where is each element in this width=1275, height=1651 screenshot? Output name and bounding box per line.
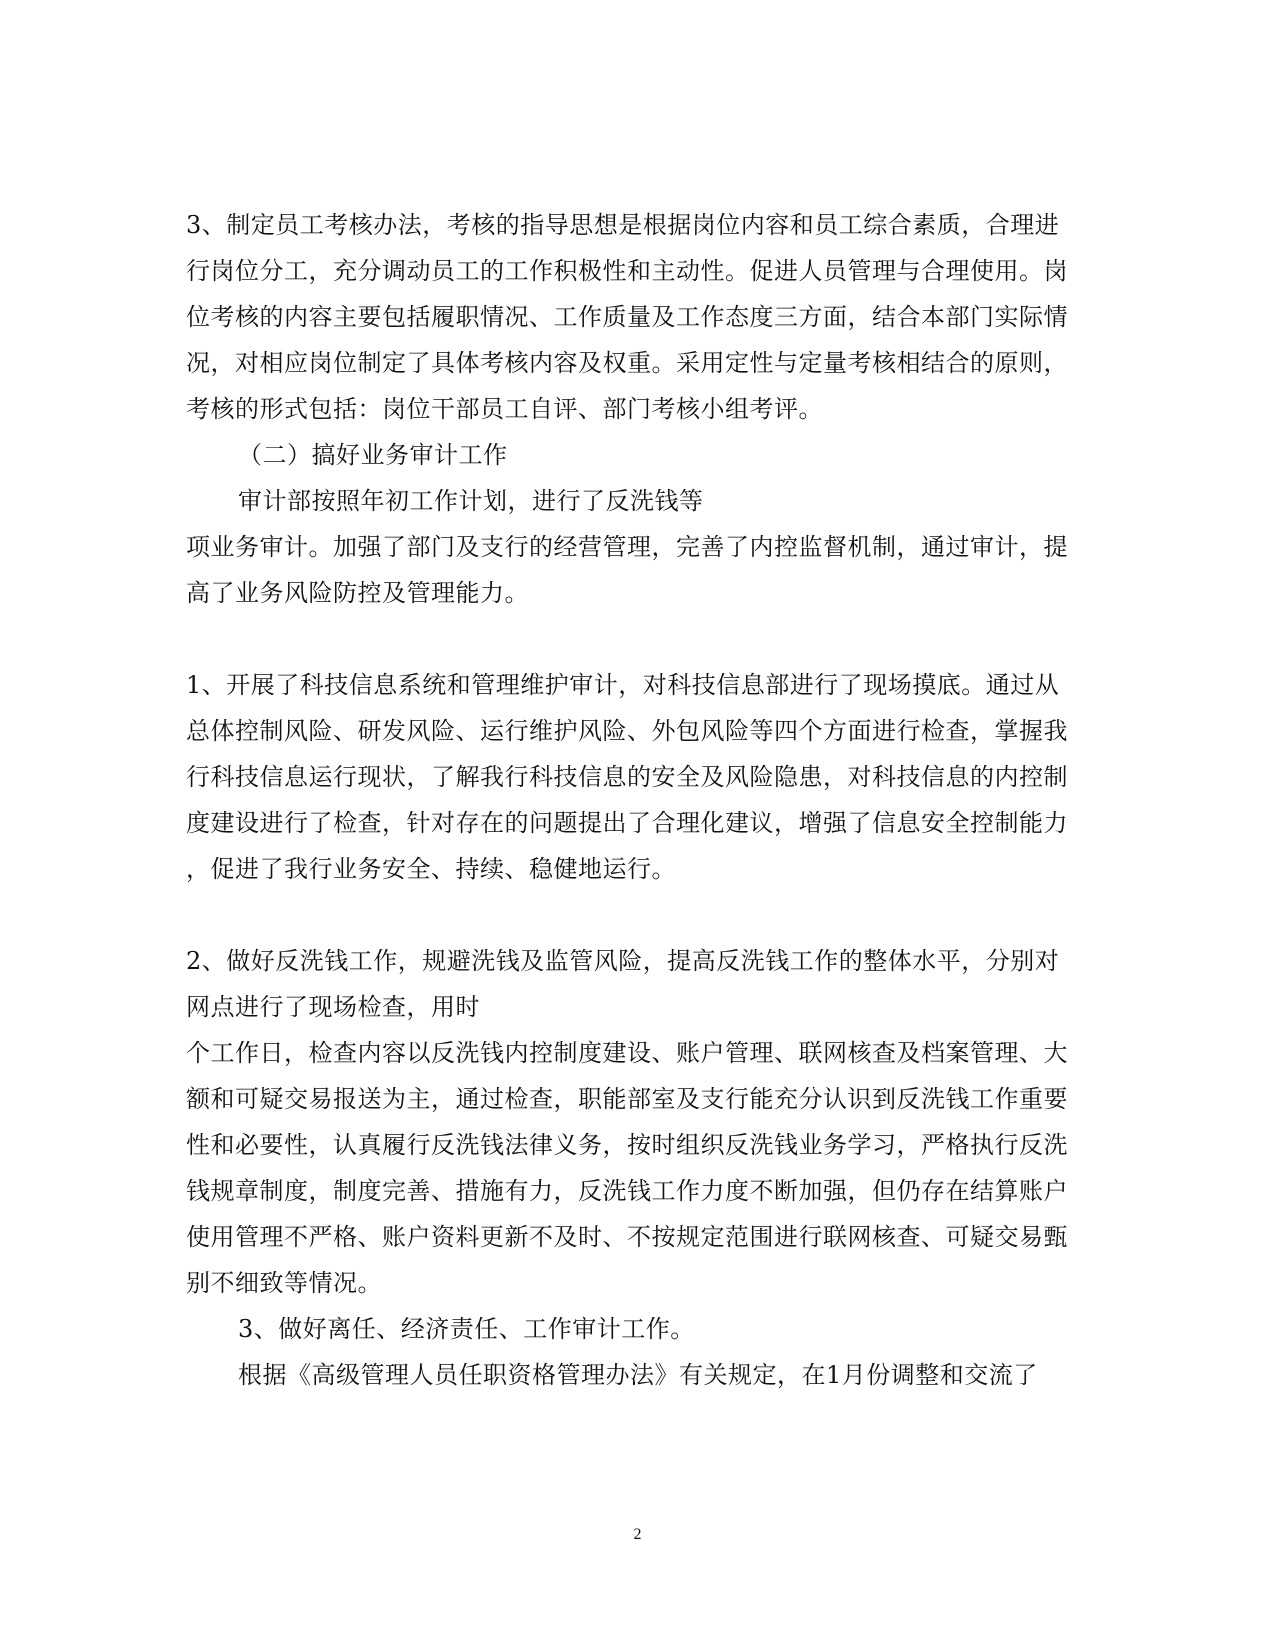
text-line: 个工作日，检查内容以反洗钱内控制度建设、账户管理、联网核查及档案管理、大 bbox=[186, 1039, 1068, 1067]
text-line: 考核的形式包括：岗位干部员工自评、部门考核小组考评。 bbox=[186, 395, 823, 423]
text-line: 2、做好反洗钱工作，规避洗钱及监管风险，提高反洗钱工作的整体水平，分别对 bbox=[186, 947, 1060, 975]
text-line: 别不细致等情况。 bbox=[186, 1269, 382, 1297]
text-line: 根据《高级管理人员任职资格管理办法》有关规定，在1月份调整和交流了 bbox=[238, 1361, 1038, 1389]
page-number: 2 bbox=[633, 1526, 642, 1543]
text-line: 网点进行了现场检查，用时 bbox=[186, 993, 480, 1021]
text-line: 1、开展了科技信息系统和管理维护审计，对科技信息部进行了现场摸底。通过从 bbox=[186, 671, 1060, 699]
text-line: 总体控制风险、研发风险、运行维护风险、外包风险等四个方面进行检查，掌握我 bbox=[186, 717, 1068, 745]
text-line: ，促进了我行业务安全、持续、稳健地运行。 bbox=[186, 855, 676, 883]
text-line: 高了业务风险防控及管理能力。 bbox=[186, 579, 529, 607]
text-line: 3、制定员工考核办法，考核的指导思想是根据岗位内容和员工综合素质，合理进 bbox=[186, 211, 1060, 239]
text-line: 钱规章制度，制度完善、措施有力，反洗钱工作力度不断加强，但仍存在结算账户 bbox=[186, 1177, 1068, 1205]
text-line: 行岗位分工，充分调动员工的工作积极性和主动性。促进人员管理与合理使用。岗 bbox=[186, 257, 1068, 285]
text-line: 使用管理不严格、账户资料更新不及时、不按规定范围进行联网核查、可疑交易甄 bbox=[186, 1223, 1068, 1251]
text-line: 审计部按照年初工作计划，进行了反洗钱等 bbox=[238, 487, 704, 515]
text-line: 性和必要性，认真履行反洗钱法律义务，按时组织反洗钱业务学习，严格执行反洗 bbox=[186, 1131, 1068, 1159]
text-line: 3、做好离任、经济责任、工作审计工作。 bbox=[238, 1315, 695, 1343]
section-heading: （二）搞好业务审计工作 bbox=[238, 441, 508, 469]
text-line: 项业务审计。加强了部门及支行的经营管理，完善了内控监督机制，通过审计，提 bbox=[186, 533, 1068, 561]
text-line: 行科技信息运行现状，了解我行科技信息的安全及风险隐患，对科技信息的内控制 bbox=[186, 763, 1068, 791]
text-line: 额和可疑交易报送为主，通过检查，职能部室及支行能充分认识到反洗钱工作重要 bbox=[186, 1085, 1068, 1113]
text-line: 度建设进行了检查，针对存在的问题提出了合理化建议，增强了信息安全控制能力 bbox=[186, 809, 1068, 837]
text-line: 位考核的内容主要包括履职情况、工作质量及工作态度三方面，结合本部门实际情 bbox=[186, 303, 1068, 331]
text-line: 况，对相应岗位制定了具体考核内容及权重。采用定性与定量考核相结合的原则， bbox=[186, 349, 1068, 377]
